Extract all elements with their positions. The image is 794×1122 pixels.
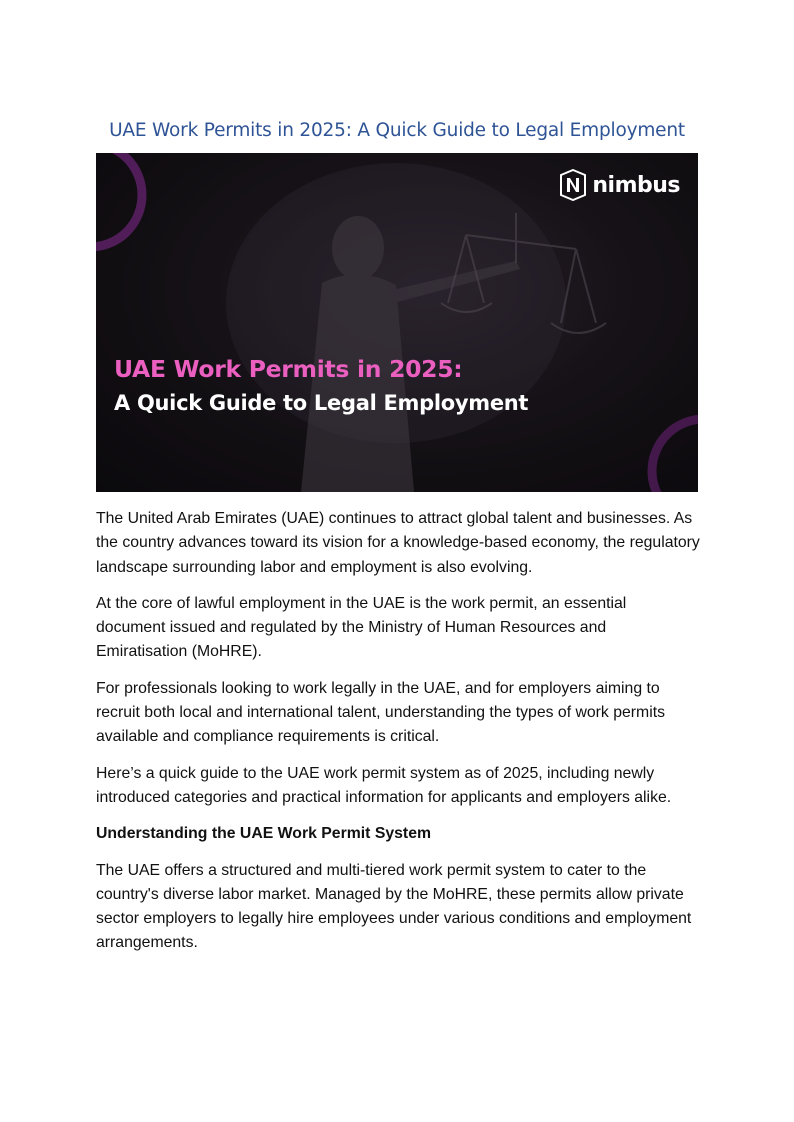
nimbus-logo-icon <box>560 169 586 201</box>
nimbus-logo <box>560 169 680 201</box>
banner-headline-line-1: UAE Work Permits in 2025: <box>114 355 463 383</box>
work-permit-paragraph: At the core of lawful employment in the UAE is the work permit, an essential document issued and regulated by the Ministry of Human Resources and Emiratisation (MoHRE). <box>96 594 627 661</box>
professionals-paragraph: For professionals looking to work legally in the UAE, and for employers aiming to recruit both local and international talent, understanding the types of work permits available and compliance requirements is critical. <box>96 679 666 746</box>
section-paragraph: The UAE offers a structured and multi-tiered work permit system to cater to the country's diverse labor market. Managed by the MoHRE, these permits allow private sector employers to legally hire employees under various conditions and employment arrangements. <box>96 861 692 952</box>
section-heading: Understanding the UAE Work Permit System <box>96 825 432 843</box>
article-body <box>96 507 700 968</box>
intro-paragraph: The United Arab Emirates (UAE) continues to attract global talent and businesses. As the country advances toward its vision for a knowledge-based economy, the regulatory landscape surrounding labor and employment is also evolving. <box>96 510 700 576</box>
hero-banner-image <box>96 153 698 492</box>
banner-artwork <box>96 153 698 492</box>
nimbus-logo-wordmark: nimbus <box>592 172 680 198</box>
guide-paragraph: Here’s a quick guide to the UAE work permit system as of 2025, including newly introduced categories and practical information for applicants and employers alike. <box>96 764 672 806</box>
banner-headline-line-2: A Quick Guide to Legal Employment <box>114 391 529 415</box>
document-title: UAE Work Permits in 2025: A Quick Guide to Legal Employment <box>109 120 685 141</box>
